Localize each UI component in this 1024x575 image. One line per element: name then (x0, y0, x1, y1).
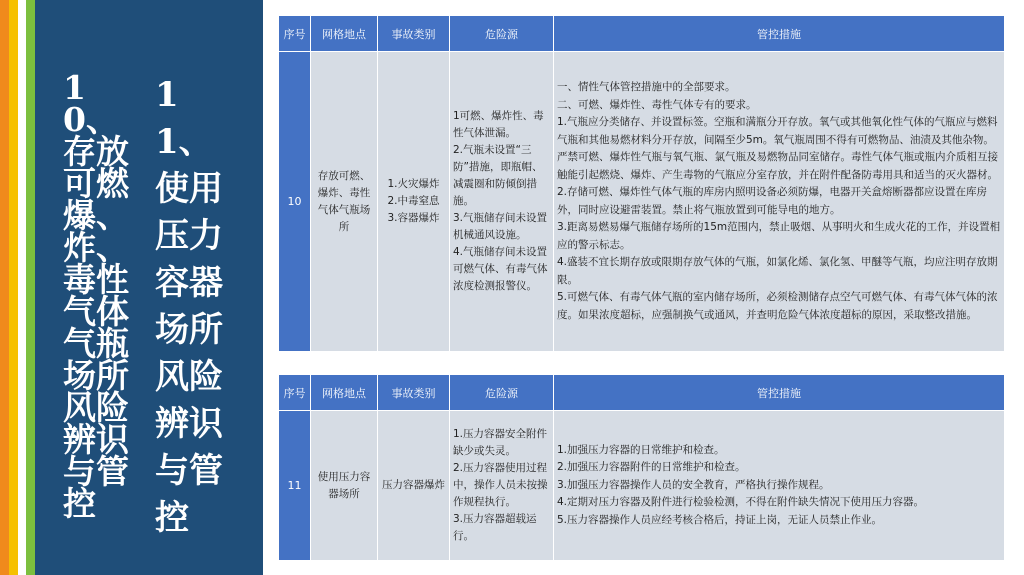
row-location: 使用压力容器场所 (311, 411, 378, 561)
table-row10 (278, 15, 1005, 352)
row-hazard (450, 52, 554, 352)
measure-line: 1.加强压力容器的日常维护和检查。 (557, 443, 725, 456)
measure-line: 4.定期对压力容器及附件进行检验检测，不得在附件缺失情况下使用压力容器。 (557, 496, 925, 509)
measure-line: 2.加强压力容器附件的日常维护和检查。 (557, 461, 746, 474)
category-text: 1.火灾爆炸 2.中毒窒息 3.容器爆炸 (387, 178, 440, 224)
measure-line: 3.距离易燃易爆气瓶储存场所的15m范围内，禁止吸烟、从事明火和生成火花的工作，并设置相应的警示标志。 (557, 221, 1001, 251)
header-measures: 管控措施 (554, 375, 1005, 411)
header-category: 事故类别 (378, 16, 450, 52)
white-stripe (18, 0, 26, 575)
header-measures: 管控措施 (554, 16, 1005, 52)
title-panel (35, 0, 263, 575)
measure-line: 4.盛装不宜长期存放或限期存放气体的气瓶，如氯化烯、氯化氢、甲醚等气瓶，均应注明存放期限。 (557, 256, 998, 286)
header-location: 网格地点 (311, 16, 378, 52)
hazard-text: 1.压力容器安全附件缺少或失灵。 2.压力容器使用过程中，操作人员未按操作规程执行。 3.压力容器超载运行。 (453, 428, 548, 542)
header-index: 序号 (279, 375, 311, 411)
measure-line: 二、可燃、爆炸性、毒性气体专有的要求。 (557, 98, 757, 111)
header-index: 序号 (279, 16, 311, 52)
table-header-row (279, 16, 1005, 52)
hazard-text: 1可燃、爆炸性、毒性气体泄漏。 2.气瓶未设置“三防”措施，即瓶帽、减震圈和防倾倒措施。 3.气瓶储存间未设置机械通风设施。 4.气瓶储存间未设置可燃气体、有毒气体浓度检测报警仪。 (453, 110, 548, 292)
measure-line: 一、情性气体管控措施中的全部要求。 (557, 81, 736, 93)
table-header-row (279, 375, 1005, 411)
row-category (378, 52, 450, 352)
yellow-stripe (9, 0, 18, 575)
row-measures (554, 52, 1005, 352)
orange-stripe (0, 0, 9, 575)
table-row (279, 52, 1005, 352)
table-row (279, 411, 1005, 561)
measure-line: 5.压力容器操作人员应经考核合格后，持证上岗，无证人员禁止作业。 (557, 513, 883, 526)
row-measures (554, 411, 1005, 561)
row-location: 存放可燃、爆炸、毒性气体气瓶场所 (311, 52, 378, 352)
row-hazard (450, 411, 554, 561)
header-category: 事故类别 (378, 375, 450, 411)
row-index: 10 (279, 52, 311, 352)
measure-line: 5.可燃气体、有毒气体气瓶的室内储存场所，必须检测储存点空气可燃气体、有毒气体气体的浓度。如果浓度超标，应强制换气或通风，并查明危险气体浓度超标的原因，采取整改措施。 (557, 291, 998, 321)
header-hazard: 危险源 (450, 375, 554, 411)
measure-line: 1.气瓶应分类储存、并设置标签。空瓶和满瓶分开存放。氧气或其他氧化性气体的气瓶应与燃料气瓶和其他易燃材料分开存放，间隔至少5m。氧气瓶周围不得有可燃物品、油渍及其他杂物。严禁可燃、爆炸性气瓶与氧气瓶、氯气瓶及易燃物品同室储存。毒性气体气瓶或瓶内介质相互接触能引起燃烧、爆炸、产生毒物的气瓶应分室存放，并在附件配备防毒用具和适当的灭火器材。 (557, 116, 998, 181)
header-location: 网格地点 (311, 375, 378, 411)
table-row11 (278, 374, 1005, 561)
measure-line: 3.加强压力容器操作人员的安全教育，严格执行操作规程。 (557, 478, 830, 491)
header-hazard: 危险源 (450, 16, 554, 52)
measure-line: 2.存储可燃、爆炸性气体气瓶的库房内照明设备必须防爆，电器开关盒熔断器都应设置在库房外，同时应设避雷装置。禁止将气瓶放置到可能导电的地方。 (557, 186, 988, 216)
section-10-title: 10、存放可燃爆、炸、毒性气体气瓶场所风险辨识与管控 (63, 68, 129, 523)
green-stripe (26, 0, 35, 575)
row-index: 11 (279, 411, 311, 561)
section-11-title: 11、使用压力容器场所风险辨识与管控 (155, 75, 223, 538)
row-category: 压力容器爆炸 (378, 411, 450, 561)
